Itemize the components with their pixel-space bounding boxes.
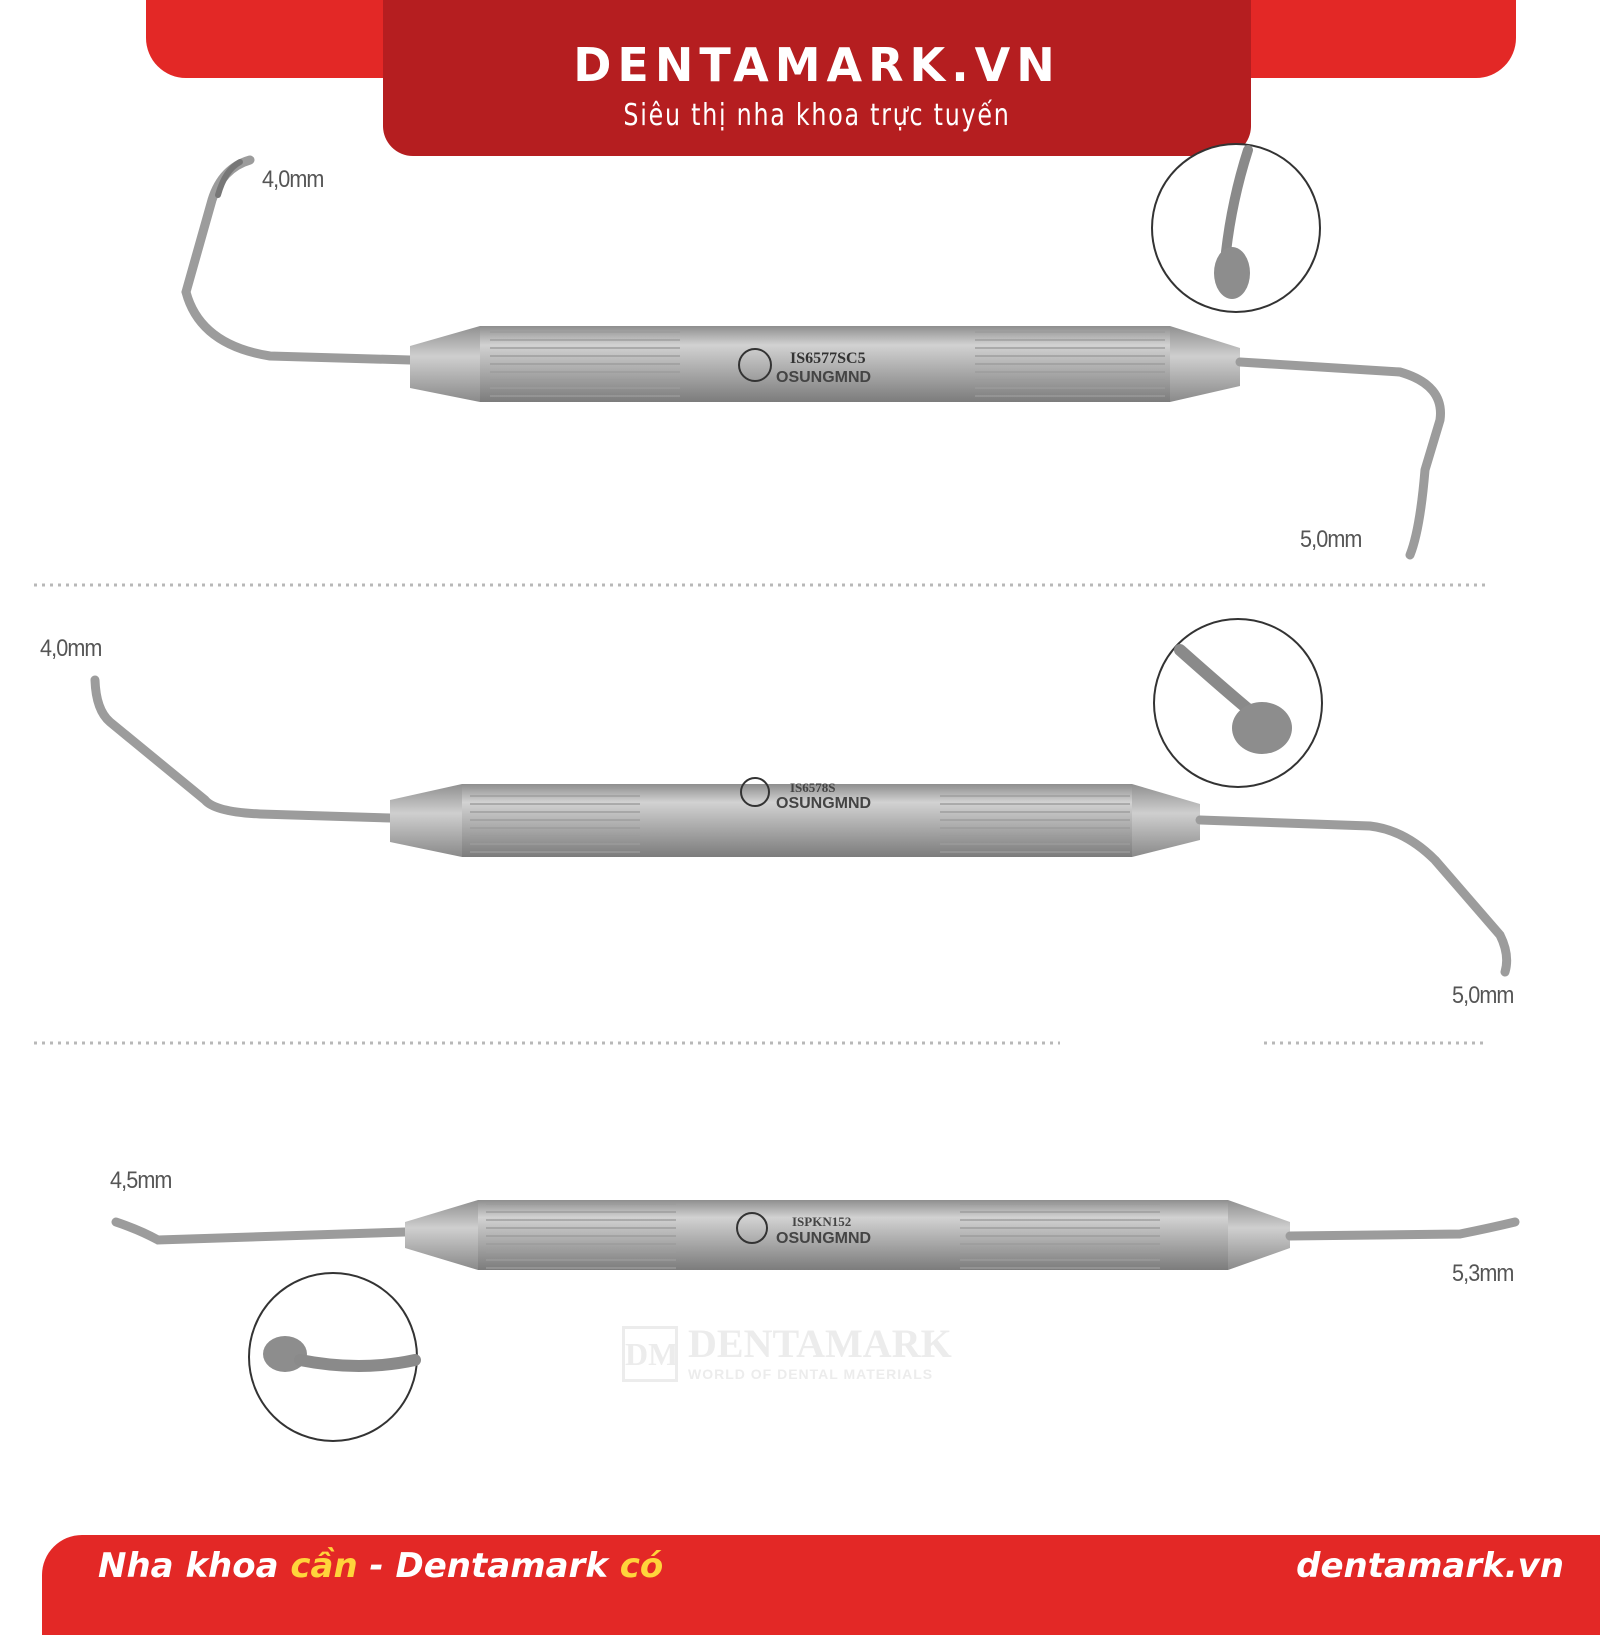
instrument-1-maker: OSUNGMND xyxy=(776,369,872,386)
watermark-name: DENTAMARK xyxy=(688,1321,952,1366)
instrument-1-left-size: 4,0mm xyxy=(262,166,324,193)
instrument-3-right-tip xyxy=(1290,1222,1515,1236)
slogan-highlight-1: cần xyxy=(290,1546,358,1586)
instrument-1-model: IS6577SC5 xyxy=(790,350,866,367)
slogan-highlight-2: có xyxy=(619,1546,664,1586)
zoom-circle-3 xyxy=(249,1273,417,1441)
instrument-3-maker: OSUNGMND xyxy=(776,1230,872,1247)
instrument-1-right-size: 5,0mm xyxy=(1300,526,1362,553)
slogan-part-2: - Dentamark xyxy=(357,1546,620,1586)
instrument-3-model: ISPKN152 xyxy=(792,1214,852,1229)
brand-title: DENTAMARK.VN xyxy=(573,38,1061,92)
instrument-3-right-size: 5,3mm xyxy=(1452,1260,1514,1287)
instrument-3-left-size: 4,5mm xyxy=(110,1167,172,1194)
instrument-3 xyxy=(116,1200,1515,1270)
instrument-2-model: IS6578S xyxy=(790,780,836,795)
watermark-logo: DM xyxy=(622,1326,678,1382)
instrument-2-right-tip xyxy=(1200,820,1507,972)
zoom-circle-1 xyxy=(1152,144,1320,312)
instrument-2-left-tip xyxy=(95,680,390,818)
watermark-subtitle: WORLD OF DENTAL MATERIALS xyxy=(688,1366,934,1382)
instrument-2-maker: OSUNGMND xyxy=(776,795,872,812)
slogan-part-1: Nha khoa xyxy=(98,1546,291,1586)
footer-slogan xyxy=(98,1546,663,1586)
brand-tagline: Siêu thị nha khoa trực tuyến xyxy=(623,98,1011,133)
instrument-2-right-size: 5,0mm xyxy=(1452,982,1514,1009)
instrument-3-left-tip xyxy=(116,1222,405,1240)
footer-website-link[interactable]: dentamark.vn xyxy=(1296,1546,1564,1586)
instrument-2-left-size: 4,0mm xyxy=(40,635,102,662)
zoom-circle-2 xyxy=(1154,619,1322,787)
